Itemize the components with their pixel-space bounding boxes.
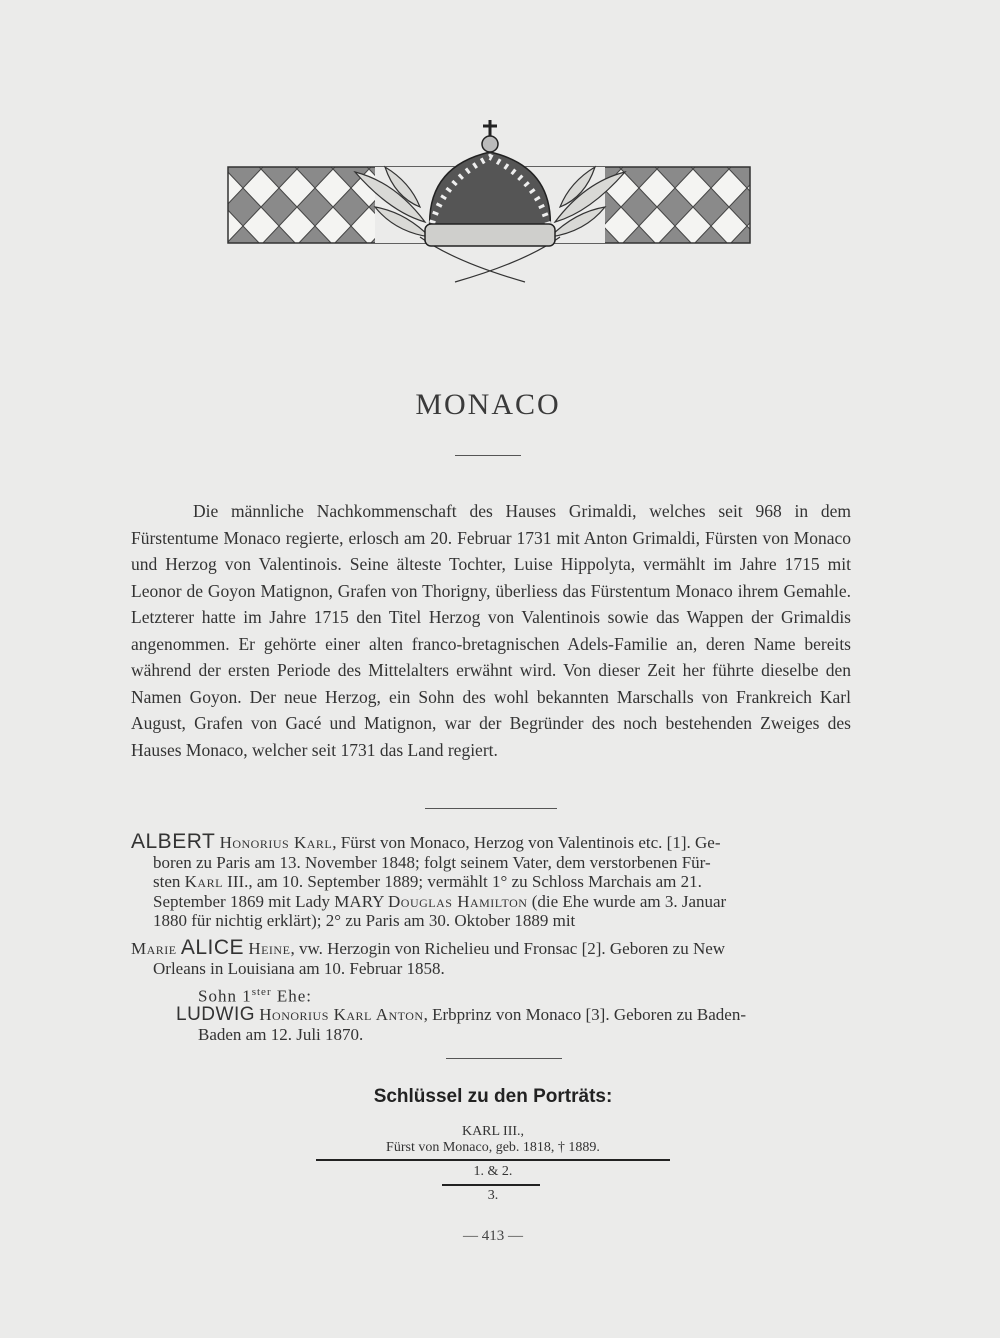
albert-given-names: Honorius Karl: [219, 833, 333, 852]
title-rule: [455, 455, 521, 456]
page-number: — 413 —: [463, 1228, 523, 1244]
key-karl: KARL III.,: [461, 1124, 525, 1139]
ludwig-given-names: Honorius Karl Anton: [259, 1005, 424, 1024]
albert-text-4sc: Douglas Hamilton: [388, 891, 528, 911]
ludwig-name: LUDWIG: [176, 1004, 255, 1025]
intro-paragraph: [131, 498, 851, 763]
ludwig-text-1: , Erbprinz von Monaco [3]. Geboren zu Baden-: [423, 1005, 747, 1024]
alice-first-name: Marie: [131, 939, 177, 958]
albert-text-4a: September 1869 mit Lady MARY: [153, 891, 388, 911]
albert-line-1: [131, 832, 853, 853]
albert-line-5: 1880 für nichtig erklärt); 2° zu Paris am 30. Oktober 1889 mit: [153, 911, 576, 930]
ludwig-line-2: Baden am 12. Juli 1870.: [198, 1024, 364, 1044]
key-karl-detail: Fürst von Monaco, geb. 1818, † 1889.: [386, 1140, 600, 1155]
albert-text-3a: sten: [153, 872, 185, 891]
key-ludwig: 3.: [487, 1188, 499, 1203]
section-rule: [425, 808, 557, 809]
sohn-text: Sohn 1: [198, 986, 252, 1006]
albert-text-4b: (die Ehe wurde am 3. Januar: [527, 891, 727, 911]
crown-ornament: [225, 112, 755, 292]
intro-text: Die männliche Nachkommenschaft des Hauses Grimaldi, welches seit 968 in dem Fürstentume Monaco regierte, erlosch am 20. Februar 1731 mit Anton Grimaldi, Fürsten von Monaco und Herzog von Valentinois. Seine älteste Tochter, Luise Hippolyta, vermählt im Jahre 1715 mit Leonor de Goyon Matignon, Grafen von Thorigny, überliess das Fürstentum Monaco ihrem Gemahle. Letzterer hatte im Jahre 1715 den Titel Herzog von Valentinois sowie das Wappen der Grimaldis angenommen. Er gehörte einer alten franco-bretagnischen Adels-Familie an, deren Name bereits während der ersten Periode des Mittelalters erwähnt wird. Von dieser Zeit her führte dieselbe den Namen Goyon. Der neue Herzog, ein Sohn des wohl bekannten Marschalls von Frankreich Karl August, Grafen von Gacé und Matignon, war der Begründer des noch bestehenden Zweiges des Hauses Monaco, welcher seit 1731 das Land regiert.: [131, 501, 851, 760]
key-albert-alice: 1. & 2.: [473, 1164, 513, 1179]
albert-text-1: , Fürst von Monaco, Herzog von Valentinois etc. [1]. Ge-: [332, 833, 721, 852]
genealogy-rule-2: [442, 1184, 540, 1186]
albert-line-3: [131, 872, 853, 892]
entry-alice: [131, 938, 853, 978]
alice-surname: Heine: [248, 939, 291, 958]
key-title: Schlüssel zu den Porträts:: [373, 1086, 613, 1107]
genealogy-rule-1: [316, 1159, 670, 1161]
alice-name: ALICE: [180, 936, 245, 959]
albert-text-3sc: Karl: [184, 872, 223, 891]
page-title: MONACO: [415, 388, 561, 421]
sohn-sup: ster: [251, 986, 272, 998]
sohn-text-end: Ehe:: [271, 986, 313, 1006]
albert-text-3b: III., am 10. September 1889; vermählt 1° zu Schloss Marchais am 21.: [222, 872, 702, 891]
key-rule: [446, 1058, 562, 1059]
alice-line-2: Orleans in Louisiana am 10. Februar 1858.: [153, 958, 445, 978]
alice-text-1: , vw. Herzogin von Richelieu und Fronsac [2]. Geboren zu New: [290, 939, 726, 958]
albert-line-4: [131, 892, 853, 912]
albert-name: ALBERT: [131, 830, 216, 853]
entry-albert: [131, 832, 853, 931]
entry-ludwig: [176, 1005, 856, 1044]
ludwig-line-1: [176, 1005, 856, 1025]
alice-line-1: [131, 938, 853, 959]
albert-line-2: boren zu Paris am 13. November 1848; folgt seinem Vater, dem verstorbenen Für-: [153, 852, 711, 872]
